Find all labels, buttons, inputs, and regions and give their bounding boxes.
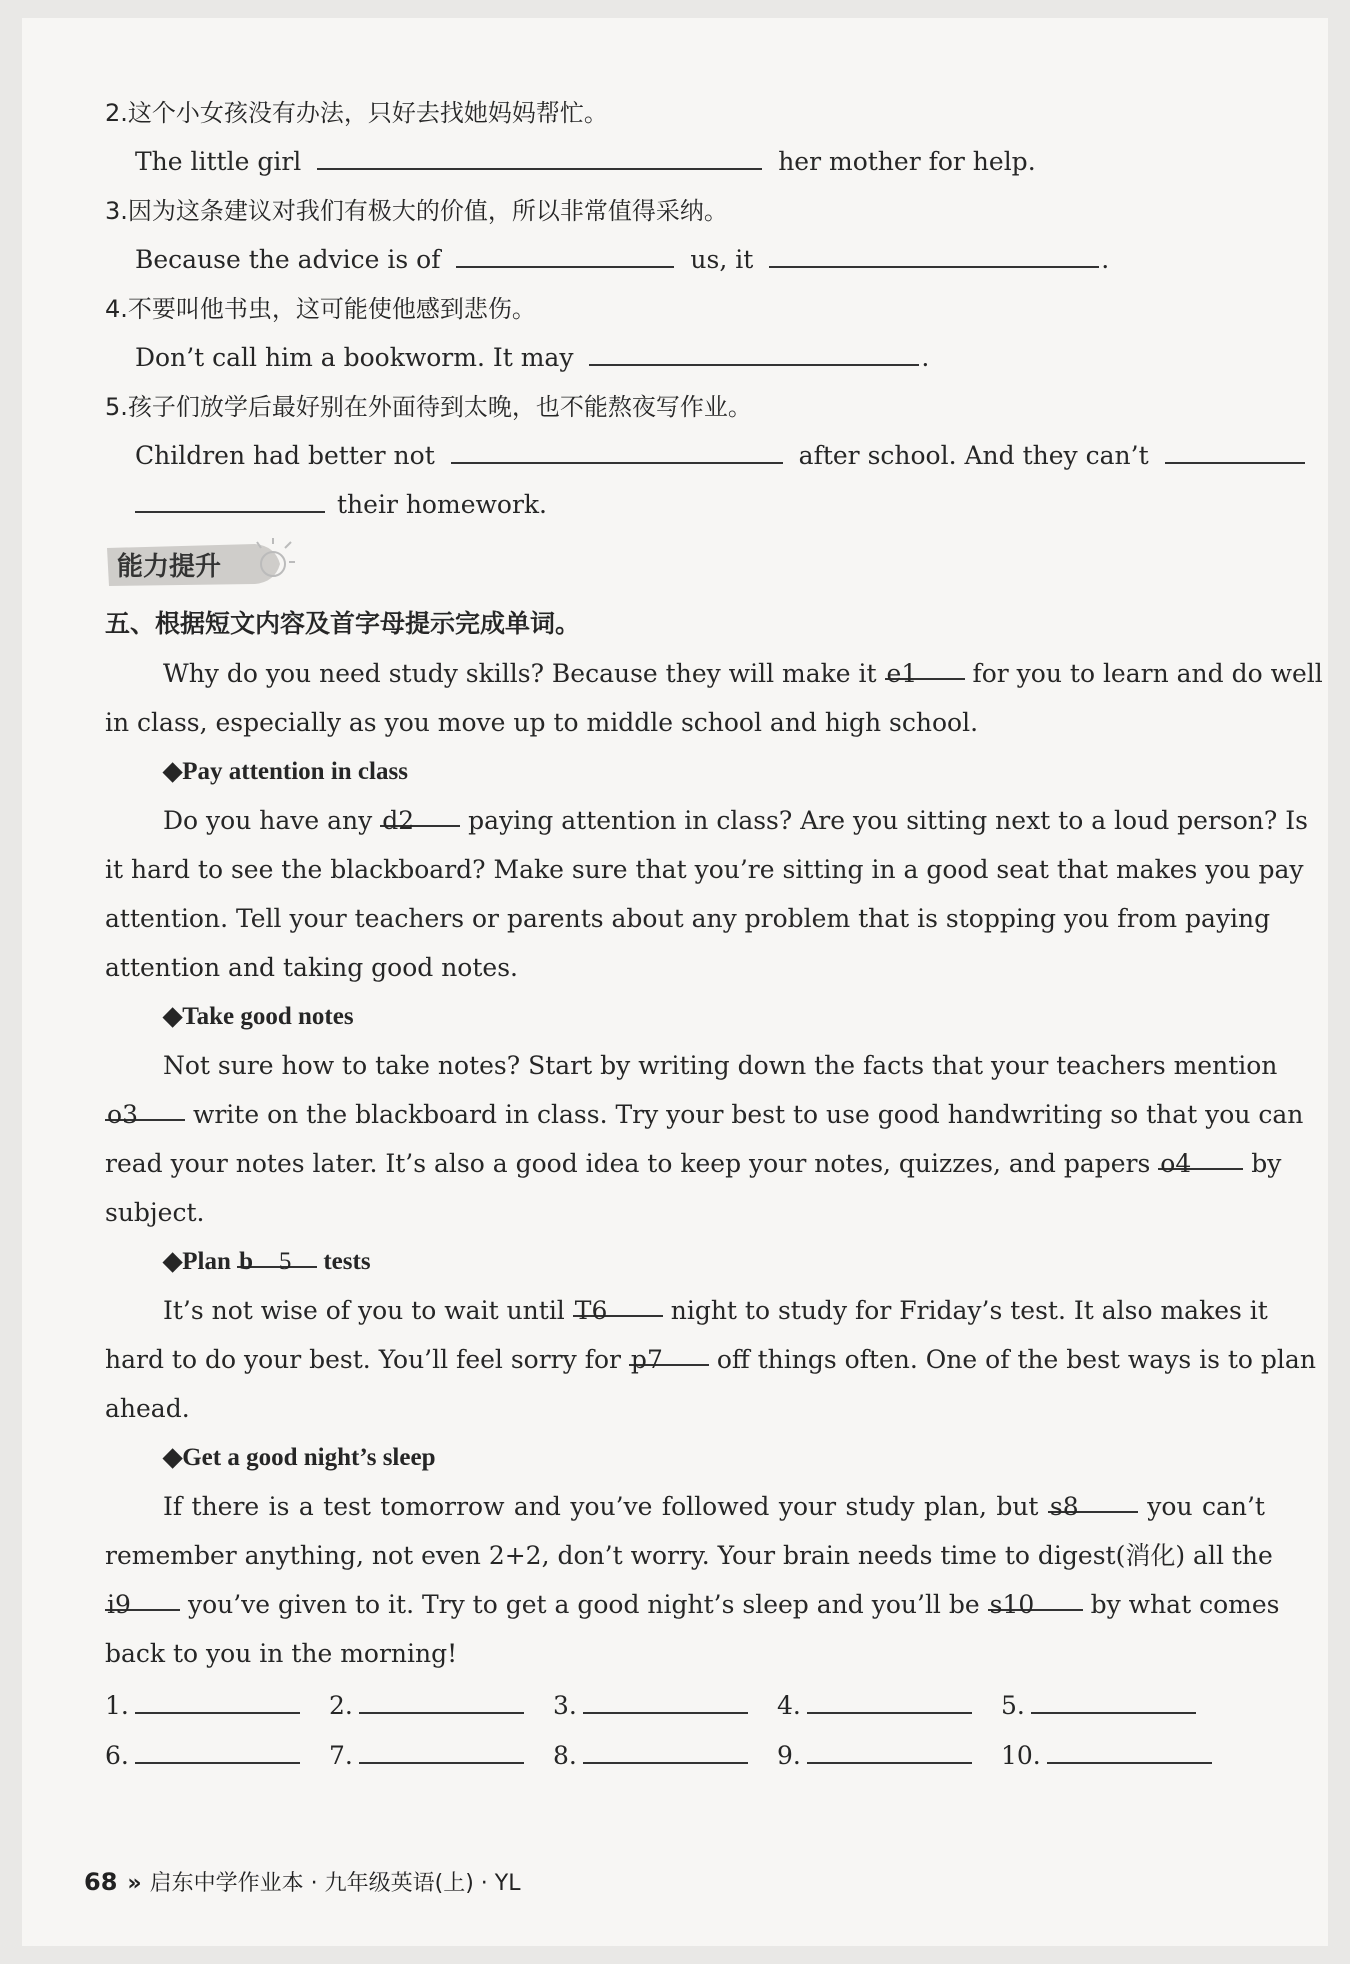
heading-take-notes: ◆Take good notes (163, 1003, 354, 1030)
p5-line1: If there is a test tomorrow and you’ve followed your study plan, but s 8 you can’t (105, 1483, 1265, 1531)
p2-line1: Do you have any d 2 paying attention in class? Are you sitting next to a loud person? Is (105, 797, 1265, 845)
answer-line[interactable] (359, 1682, 524, 1714)
answer-line[interactable] (807, 1732, 972, 1764)
blank-7[interactable]: p 7 (629, 1336, 709, 1366)
blank-3[interactable]: o 3 (105, 1091, 185, 1121)
p4-line2: hard to do your best. You’ll feel sorry for p 7 off things often. One of the best ways is to plan (105, 1336, 1265, 1384)
p5-line2: remember anything, not even 2+2, don’t worry. Your brain needs time to digest(消化) all the (105, 1541, 1273, 1570)
blank-4[interactable]: o 4 (1158, 1140, 1243, 1170)
p5-line3: i 9 you’ve given to it. Try to get a good night’s sleep and you’ll be s 10 by what comes (105, 1581, 1265, 1629)
blank-5[interactable]: b 5 (237, 1238, 317, 1268)
p2-line2: it hard to see the blackboard? Make sure that you’re sitting in a good seat that makes you pay (105, 855, 1304, 884)
q3-english: Because the advice is of us, it . (105, 236, 1295, 284)
p2-line4: attention and taking good notes. (105, 953, 518, 982)
blank-6[interactable]: T 6 (573, 1287, 663, 1317)
answer-slot-6[interactable]: 6. (105, 1732, 300, 1780)
ability-banner (105, 538, 295, 590)
heading-good-sleep: ◆Get a good night’s sleep (163, 1444, 436, 1471)
heading-plan-tests: ◆Plan b 5 tests (105, 1238, 1323, 1286)
q2-blank[interactable] (317, 140, 762, 170)
q5-blank-2[interactable] (1165, 434, 1305, 464)
answer-line[interactable] (1047, 1732, 1212, 1764)
answer-slot-1[interactable]: 1. (105, 1682, 300, 1730)
p3-line2: o 3 write on the blackboard in class. Try your best to use good handwriting so that you can (105, 1091, 1265, 1139)
answer-line[interactable] (807, 1682, 972, 1714)
p4-line3: ahead. (105, 1394, 190, 1423)
page-footer (84, 1862, 520, 1902)
answer-slot-8[interactable]: 8. (553, 1732, 748, 1780)
page-number: 68 (84, 1868, 118, 1896)
answer-slot-9[interactable]: 9. (777, 1732, 972, 1780)
q4-chinese: 4.不要叫他书虫，这可能使他感到悲伤。 (105, 295, 536, 323)
q3-chinese: 3.因为这条建议对我们有极大的价值，所以非常值得采纳。 (105, 197, 728, 225)
q5-english-line2: their homework. (105, 481, 1295, 529)
answer-line[interactable] (135, 1682, 300, 1714)
answer-slot-4[interactable]: 4. (777, 1682, 972, 1730)
banner-text: 能力提升 (117, 552, 222, 582)
answer-slot-10[interactable]: 10. (1001, 1732, 1212, 1780)
answer-row-2 (105, 1732, 1265, 1780)
answer-line[interactable] (1031, 1682, 1196, 1714)
q2-chinese: 2.这个小女孩没有办法，只好去找她妈妈帮忙。 (105, 99, 608, 127)
q3-blank-2[interactable] (769, 238, 1099, 268)
q4-english: Don’t call him a bookworm. It may . (105, 334, 1295, 382)
blank-9[interactable]: i 9 (105, 1581, 180, 1611)
blank-8[interactable]: s 8 (1048, 1483, 1138, 1513)
section5-title: 五、根据短文内容及首字母提示完成单词。 (105, 609, 581, 638)
p3-line1: Not sure how to take notes? Start by writing down the facts that your teachers mention (163, 1051, 1278, 1080)
answer-slot-3[interactable]: 3. (553, 1682, 748, 1730)
blank-1[interactable]: e 1 (885, 650, 965, 680)
p3-line4: subject. (105, 1198, 205, 1227)
p3-line3: read your notes later. It’s also a good idea to keep your notes, quizzes, and papers o 4 by (105, 1140, 1265, 1188)
answer-row-1 (105, 1682, 1265, 1730)
double-chevron-icon: » (127, 1871, 142, 1896)
p1-line1: Why do you need study skills? Because they will make it e 1 for you to learn and do well (105, 650, 1265, 698)
q5-english-line1: Children had better not after school. And they can’t (105, 432, 1295, 480)
q4-blank[interactable] (589, 336, 919, 366)
q2-english: The little girl her mother for help. (105, 138, 1295, 186)
answer-line[interactable] (583, 1682, 748, 1714)
answer-slot-7[interactable]: 7. (329, 1732, 524, 1780)
p4-line1: It’s not wise of you to wait until T 6 night to study for Friday’s test. It also makes it (105, 1287, 1265, 1335)
answer-line[interactable] (583, 1732, 748, 1764)
blank-10[interactable]: s 10 (988, 1581, 1083, 1611)
q5-blank-3[interactable] (135, 483, 325, 513)
p2-line3: attention. Tell your teachers or parents about any problem that is stopping you from paying (105, 904, 1271, 933)
book-title: 启东中学作业本 · 九年级英语(上) · YL (149, 1871, 521, 1896)
answer-slot-5[interactable]: 5. (1001, 1682, 1196, 1730)
p1-line2: in class, especially as you move up to middle school and high school. (105, 708, 979, 737)
answer-slot-2[interactable]: 2. (329, 1682, 524, 1730)
p5-line4: back to you in the morning! (105, 1639, 458, 1668)
q3-blank-1[interactable] (456, 238, 674, 268)
q5-blank-1[interactable] (451, 434, 783, 464)
q5-chinese: 5.孩子们放学后最好别在外面待到太晚，也不能熬夜写作业。 (105, 393, 752, 421)
heading-pay-attention: ◆Pay attention in class (163, 758, 408, 785)
answer-line[interactable] (359, 1732, 524, 1764)
answer-line[interactable] (135, 1732, 300, 1764)
blank-2[interactable]: d 2 (380, 797, 460, 827)
